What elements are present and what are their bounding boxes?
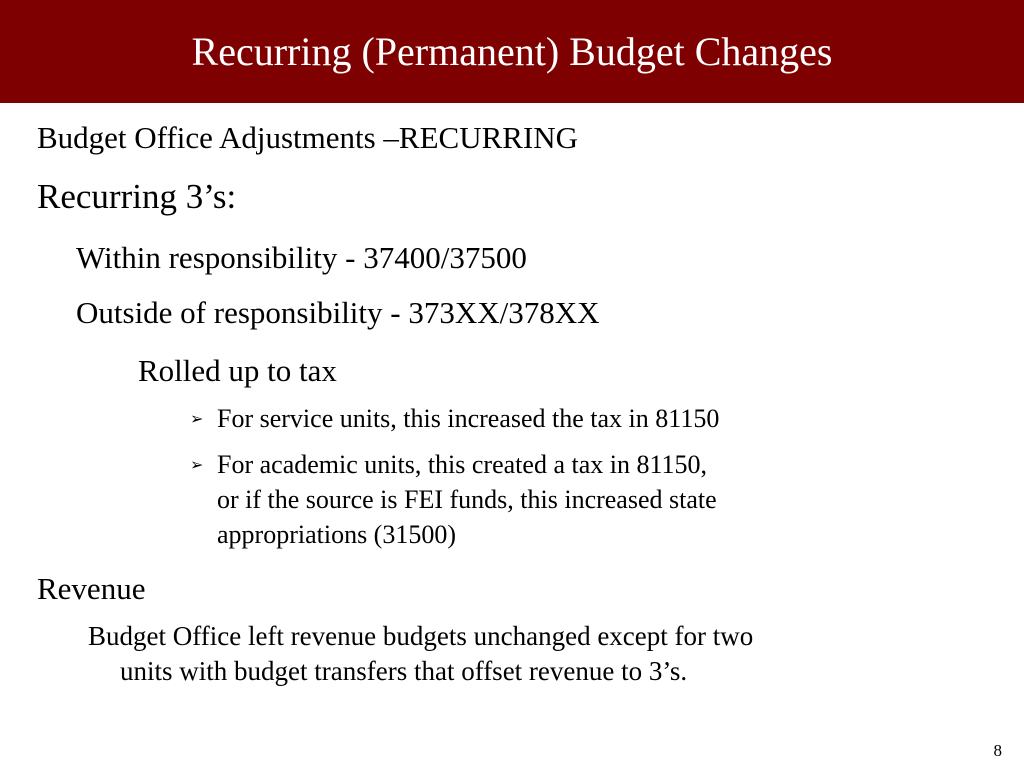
rolled-up-text: Rolled up to tax (138, 353, 337, 388)
arrow-bullet-icon: ➢ (190, 455, 204, 474)
outside-responsibility-text: Outside of responsibility - 373XX/378XX (76, 295, 600, 330)
bullet-academic-units (190, 447, 717, 552)
bullet-service-units (190, 401, 719, 436)
page-number: 8 (993, 741, 1002, 760)
section-subtitle: Budget Office Adjustments –RECURRING (37, 120, 579, 155)
bullet-text: For academic units, this created a tax in 81150, or if the source is FEI funds, this increased state appropriations (31500) (217, 450, 717, 549)
within-responsibility-text: Within responsibility - 37400/37500 (76, 240, 527, 275)
title-bar (0, 0, 1024, 103)
revenue-heading: Revenue (37, 571, 146, 606)
bullet-text: For service units, this increased the tax in 81150 (217, 404, 720, 433)
recurring-heading: Recurring 3’s: (37, 177, 237, 216)
arrow-bullet-icon: ➢ (190, 409, 204, 428)
slide-title: Recurring (Permanent) Budget Changes (191, 29, 833, 74)
revenue-detail-text: Budget Office left revenue budgets unchanged except for two units with budget transfers that offset revenue to 3’s. (88, 621, 754, 686)
